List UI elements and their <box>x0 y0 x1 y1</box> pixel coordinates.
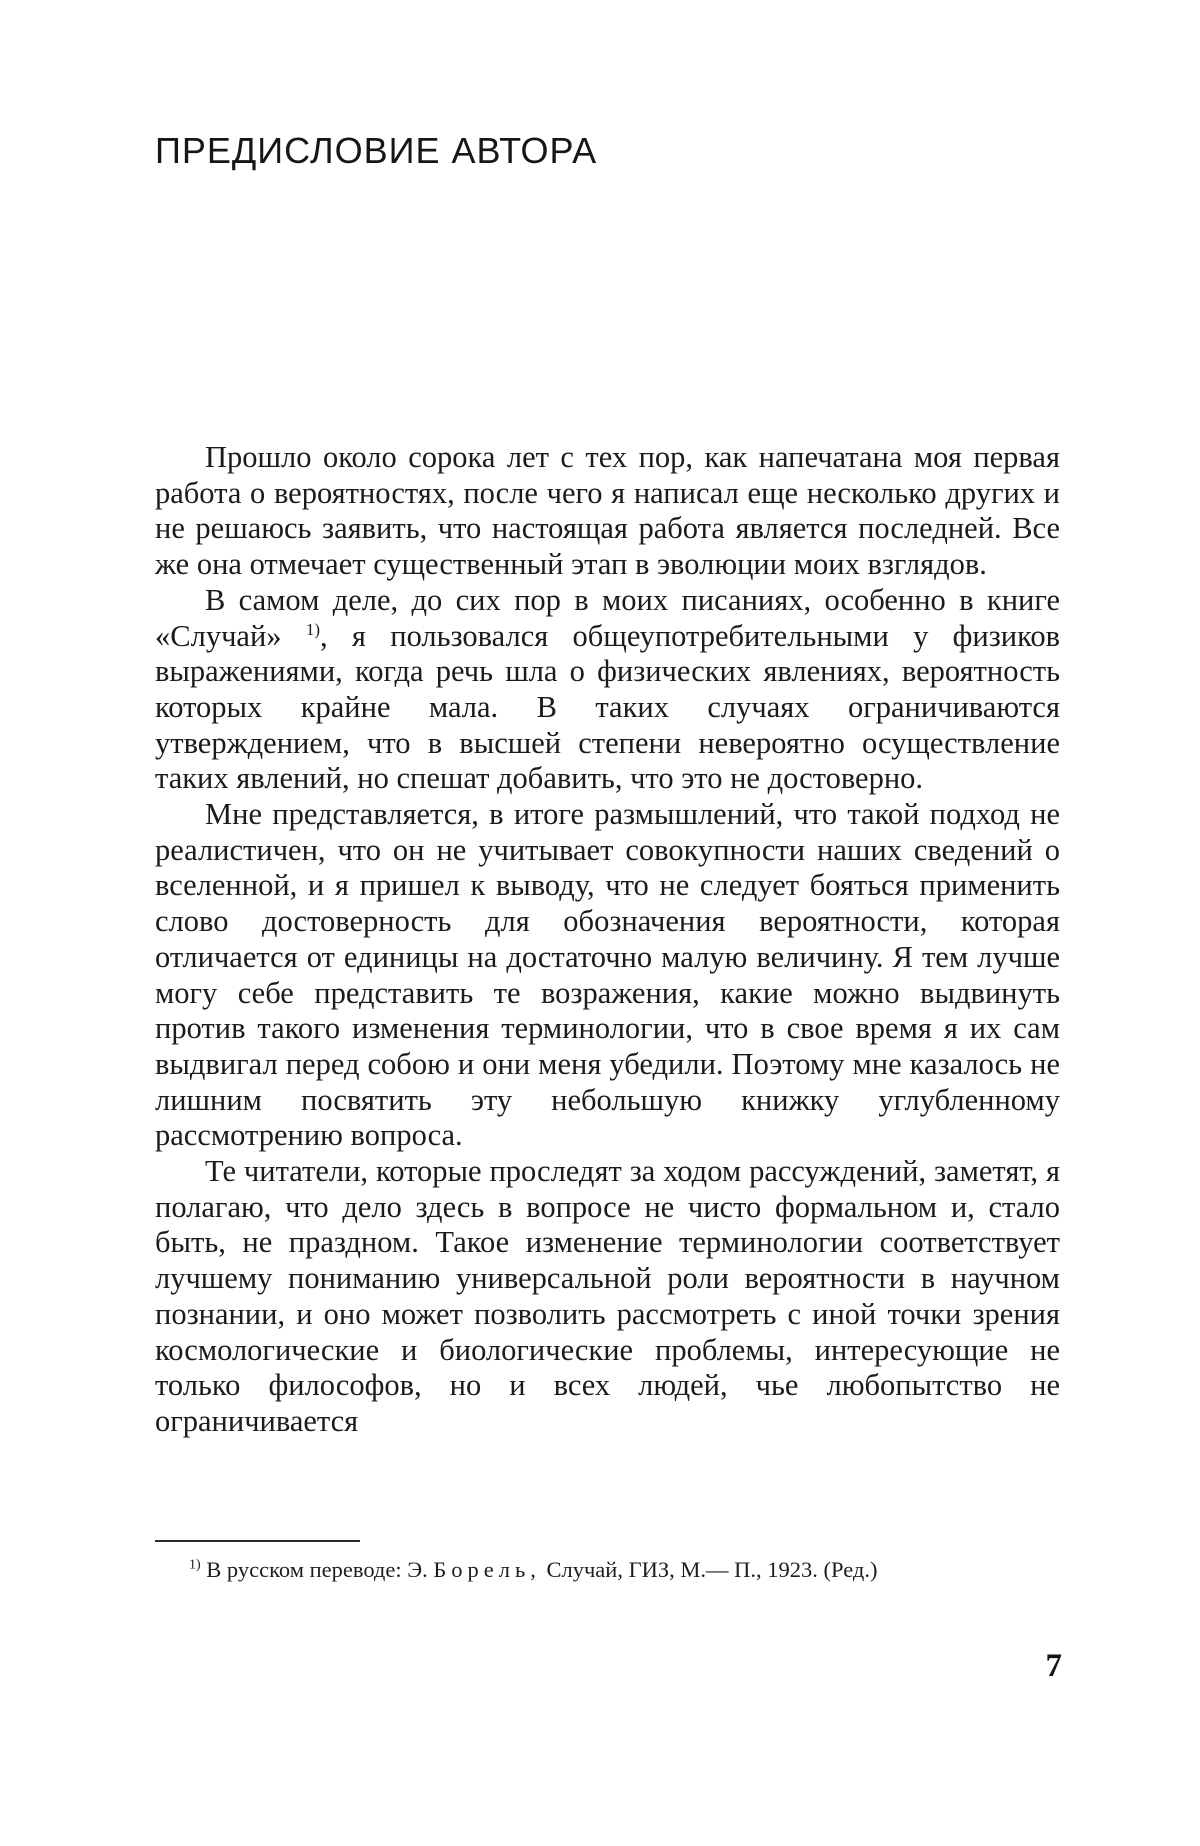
paragraph-4: Те читатели, которые проследят за ходом рассуждений, заметят, я полагаю, что дело здесь в вопросе не чисто формальном и, стало быть, не праздном. Такое изменение терминологии соответствует лучшему пониманию универсальной роли вероятности в научном познании, и оно может позволить рассмотреть с иной точки зрения космологические и биологические проблемы, интересующие не только философов, но и всех людей, чье любопытство не ограничивается <box>155 1154 1060 1438</box>
footnote <box>155 1556 1060 1584</box>
paragraph-2-text-end: , я пользовался общеупотребительными у физиков выражениями, когда речь шла о физических явлениях, вероятность которых крайне мала. В таких случаях ограничиваются утверждением, что в высшей степени невероятно осуществление таких явлений, но спешат добавить, что это не достоверно. <box>155 618 1061 796</box>
footnote-author: Борель, <box>433 1557 541 1582</box>
footnote-divider <box>155 1540 360 1542</box>
paragraph-2-text-start: В самом деле, до сих пор в моих писаниях, особенно в книге «Случай» <box>155 582 1060 653</box>
footnote-mark: 1) <box>189 1557 201 1573</box>
paragraph-3: Мне представляется, в итоге размышлений, что такой подход не реалистичен, что он не учитывает совокупности наших сведений о вселенной, и я пришел к выводу, что не следует бояться применить слово достоверность для обозначения вероятности, которая отличается от единицы на достаточно малую величину. Я тем лучше могу себе представить те возражения, какие можно выдвинуть против такого изменения терминологии, что в свое время я их сам выдвигал перед собою и они меня убедили. Поэтому мне казалось не лишним посвятить эту небольшую книжку углубленному рассмотрению вопроса. <box>155 797 1060 1153</box>
footnote-text-start: В русском переводе: Э. <box>206 1557 428 1582</box>
paragraph-2 <box>155 583 1060 797</box>
footnote-text-end: Случай, ГИЗ, М.— П., 1923. (Ред.) <box>546 1557 878 1582</box>
main-text <box>155 440 1060 1440</box>
paragraph-1: Прошло около сорока лет с тех пор, как напечатана моя первая работа о вероятностях, после чего я написал еще несколько других и не решаюсь заявить, что настоящая работа является последней. Все же она отмечает существенный этап в эволюции моих взглядов. <box>155 440 1060 582</box>
page-title: ПРЕДИСЛОВИЕ АВТОРА <box>155 130 598 171</box>
footnote-reference: 1) <box>305 619 320 639</box>
page-number: 7 <box>1045 1648 1062 1684</box>
